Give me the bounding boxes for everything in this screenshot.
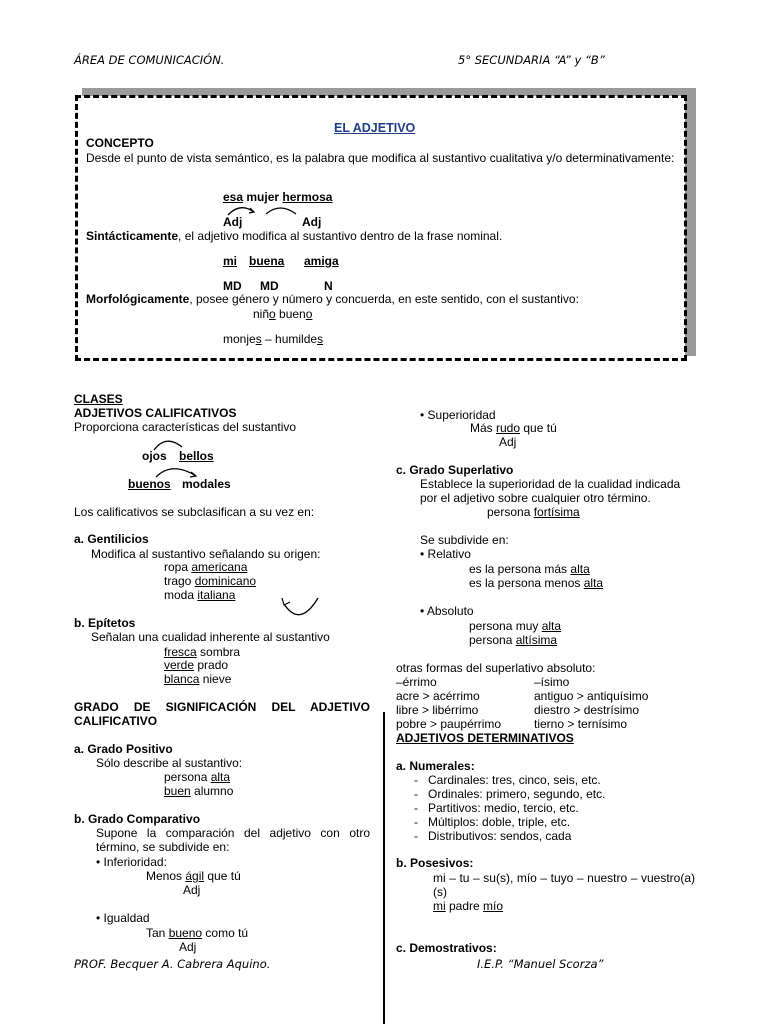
gent-arc <box>280 596 325 626</box>
rel-ex-part: es la persona menos <box>469 576 584 590</box>
grado-sup-title: c. Grado Superlativo <box>396 463 514 477</box>
ex1-tag-2: Adj <box>302 215 322 229</box>
epit-ex-part: fresca <box>164 645 197 659</box>
footer-right: I.E.P. “Manuel Scorza” <box>477 957 604 971</box>
ex4-part: monje <box>223 332 256 346</box>
footer-left: PROF. Becquer A. Cabrera Aquino. <box>74 957 271 971</box>
posesivos-ex <box>433 899 503 913</box>
calif-title: ADJETIVOS CALIFICATIVOS <box>74 406 237 420</box>
ex3-part: buen <box>275 307 306 321</box>
comp-desc: Supone la comparación del adjetivo con otro término, se subdivide en: <box>96 826 370 854</box>
sup-ex-part: Más <box>470 421 497 435</box>
buenos-word: buenos <box>128 477 171 491</box>
rel-ex-part: alta <box>570 562 590 576</box>
epit-ex-part: blanca <box>164 672 200 686</box>
grado-sup-ex <box>487 505 580 519</box>
pos-ex <box>164 784 233 798</box>
pos-ex-part: alumno <box>190 784 234 798</box>
buenos-arc <box>152 464 202 478</box>
rel-item: • Relativo <box>420 547 471 561</box>
grado-title: GRADO DE SIGNIFICACIÓN DEL ADJETIVO CALIFICATIVO <box>74 700 370 728</box>
ex1-tag-1: Adj <box>223 215 243 229</box>
subclas-text: Los calificativos se subclasifican a su vez en: <box>74 505 315 519</box>
header-right: 5° SECUNDARIA “A” y “B” <box>458 53 605 67</box>
rel-ex-part: alta <box>583 576 604 590</box>
sint-line <box>86 229 502 243</box>
num-item-text: Ordinales: primero, segundo, etc. <box>428 787 606 801</box>
epit-desc: Señalan una cualidad inherente al sustantivo <box>91 630 330 644</box>
concepto-text: Desde el punto de vista semántico, es la palabra que modifica al sustantivo cualitativa y/o determinativamente: <box>86 151 675 165</box>
ex4-line <box>223 332 323 346</box>
abs-ex-part: alta <box>541 619 562 633</box>
calif-desc: Proporciona características del sustantivo <box>74 420 297 434</box>
inf-tag: Adj <box>183 883 201 897</box>
gent-ex-part: trago <box>164 574 195 588</box>
gent-ex-part: italiana <box>197 588 236 602</box>
igual-ex-part: Tan <box>146 926 169 940</box>
otras-row-left: pobre > paupérrimo <box>396 717 502 731</box>
comp-title: b. Grado Comparativo <box>74 812 201 826</box>
otras-row-right: diestro > destrísimo <box>534 703 640 717</box>
sup-ex-part: rudo <box>496 421 521 435</box>
ex1-line <box>223 190 332 204</box>
abs-ex <box>469 633 557 647</box>
pos-ex <box>164 770 230 784</box>
det-title: ADJETIVOS DETERMINATIVOS <box>396 731 574 745</box>
sup-label: Superioridad <box>427 408 496 422</box>
epit-ex-part: nieve <box>199 672 232 686</box>
abs-item: • Absoluto <box>420 604 474 618</box>
num-item: - Distributivos: sendos, cada <box>414 829 572 843</box>
gent-ex-part: dominicano <box>194 574 257 588</box>
gent-ex-part: moda <box>164 588 198 602</box>
modales-word: modales <box>182 477 231 491</box>
bellos-word: bellos <box>179 449 214 463</box>
morf-text: , posee género y número y concuerda, en este sentido, con el sustantivo: <box>189 292 579 306</box>
pos-ex-part: alta <box>210 770 231 784</box>
ex4-part: – humilde <box>261 332 318 346</box>
abs-ex <box>469 619 561 633</box>
abs-ex-part: persona <box>469 633 516 647</box>
abs-label: Absoluto <box>426 604 474 618</box>
ex1-word: esa <box>223 190 244 204</box>
num-item-text: Múltiplos: doble, triple, etc. <box>428 815 571 829</box>
morf-label: Morfológicamente <box>86 292 190 306</box>
inf-ex <box>146 869 241 883</box>
ex4-part: s <box>317 332 324 346</box>
ex2-word: amiga <box>304 254 339 268</box>
otras-row-right: antiguo > antiquísimo <box>534 689 649 703</box>
igual-label: Igualdad <box>103 911 150 925</box>
rel-ex-part: es la persona más <box>469 562 571 576</box>
pos-desc: Sólo describe al sustantivo: <box>96 756 243 770</box>
sint-label: Sintácticamente <box>86 229 179 243</box>
ex1-word: hermosa <box>282 190 333 204</box>
rel-ex <box>469 576 603 590</box>
header-left: ÁREA DE COMUNICACIÓN. <box>74 53 225 67</box>
sup-ex <box>470 421 557 435</box>
gent-desc: Modifica al sustantivo señalando su origen: <box>91 547 321 561</box>
ex2-tag: MD <box>260 279 279 293</box>
ex4-part: s <box>255 332 262 346</box>
otras-text: otras formas del superlativo absoluto: <box>396 661 596 675</box>
gent-ex-part: americana <box>191 560 248 574</box>
morf-line <box>86 292 579 306</box>
num-item: - Cardinales: tres, cinco, seis, etc. <box>414 773 601 787</box>
gent-ex <box>164 574 256 588</box>
num-item: - Partitivos: medio, tercio, etc. <box>414 801 579 815</box>
ex2-word: mi <box>223 254 238 268</box>
otras-row-right: tierno > ternísimo <box>534 717 628 731</box>
ex3-line <box>253 307 312 321</box>
otras-row-left: acre > acérrimo <box>396 689 480 703</box>
posesivos-ex-part: padre <box>445 899 484 913</box>
rel-ex <box>469 562 590 576</box>
ex2-tag: N <box>324 279 333 293</box>
epit-ex-part: sombra <box>196 645 241 659</box>
ex3-part: o <box>269 307 276 321</box>
posesivos-ex-part: mío <box>483 899 504 913</box>
epit-ex <box>164 672 231 686</box>
grado-sup-ex-part: fortísima <box>533 505 580 519</box>
igual-ex <box>146 926 248 940</box>
inf-ex-part: Menos <box>146 869 186 883</box>
igual-item: • Igualdad <box>96 911 150 925</box>
gent-ex <box>164 588 235 602</box>
clases-heading: CLASES <box>74 392 123 406</box>
subdiv-text: Se subdivide en: <box>420 533 509 547</box>
otras-row-right: –ísimo <box>534 675 570 689</box>
ex3-part: o <box>305 307 313 321</box>
otras-row-left: libre > libérrimo <box>396 703 479 717</box>
posesivos-text: mi – tu – su(s), mío – tuyo – nuestro – vuestro(a)(s) <box>433 871 695 899</box>
otras-row-left: –érrimo <box>396 675 437 689</box>
igual-tag: Adj <box>179 940 197 954</box>
igual-ex-part: como tú <box>202 926 249 940</box>
sup-ex-part: que tú <box>520 421 557 435</box>
posesivos-title: b. Posesivos: <box>396 856 474 870</box>
inf-ex-part: que tú <box>204 869 241 883</box>
abs-ex-part: altísima <box>515 633 558 647</box>
igual-ex-part: bueno <box>168 926 203 940</box>
ex3-part: niñ <box>253 307 270 321</box>
ex2-word: buena <box>249 254 285 268</box>
num-item-text: Partitivos: medio, tercio, etc. <box>428 801 579 815</box>
num-title: a. Numerales: <box>396 759 475 773</box>
pos-ex-part: buen <box>164 784 191 798</box>
pos-title: a. Grado Positivo <box>74 742 173 756</box>
dem-title: c. Demostrativos: <box>396 941 497 955</box>
sup-item: • Superioridad <box>420 408 496 422</box>
sint-text: , el adjetivo modifica al sustantivo dentro de la frase nominal. <box>178 229 503 243</box>
epit-ex <box>164 645 240 659</box>
gent-ex <box>164 560 247 574</box>
num-item-text: Distributivos: sendos, cada <box>428 829 572 843</box>
rel-label: Relativo <box>427 547 471 561</box>
posesivos-ex-part: mi <box>433 899 446 913</box>
epit-title: b. Epítetos <box>74 616 136 630</box>
concepto-label: CONCEPTO <box>86 136 154 150</box>
epit-ex <box>164 658 228 672</box>
epit-ex-part: prado <box>194 658 229 672</box>
ex1-word: mujer <box>246 190 280 204</box>
column-divider <box>383 712 385 1024</box>
grado-sup-desc: Establece la superioridad de la cualidad indicada por el adjetivo sobre cualquier otro término. <box>420 477 681 505</box>
inf-label: Inferioridad: <box>103 855 167 869</box>
pos-ex-part: persona <box>164 770 211 784</box>
epit-ex-part: verde <box>164 658 195 672</box>
num-item: - Múltiplos: doble, triple, etc. <box>414 815 571 829</box>
inf-item: • Inferioridad: <box>96 855 167 869</box>
gent-ex-part: ropa <box>164 560 192 574</box>
grado-sup-ex-part: persona <box>487 505 534 519</box>
num-item: - Ordinales: primero, segundo, etc. <box>414 787 606 801</box>
inf-ex-part: ágil <box>185 869 205 883</box>
gent-title: a. Gentilicios <box>74 532 149 546</box>
sup-tag: Adj <box>499 435 517 449</box>
num-item-text: Cardinales: tres, cinco, seis, etc. <box>428 773 601 787</box>
ex2-tag: MD <box>223 279 242 293</box>
box-title: EL ADJETIVO <box>334 121 416 135</box>
ojos-word: ojos <box>142 449 167 463</box>
abs-ex-part: persona muy <box>469 619 542 633</box>
